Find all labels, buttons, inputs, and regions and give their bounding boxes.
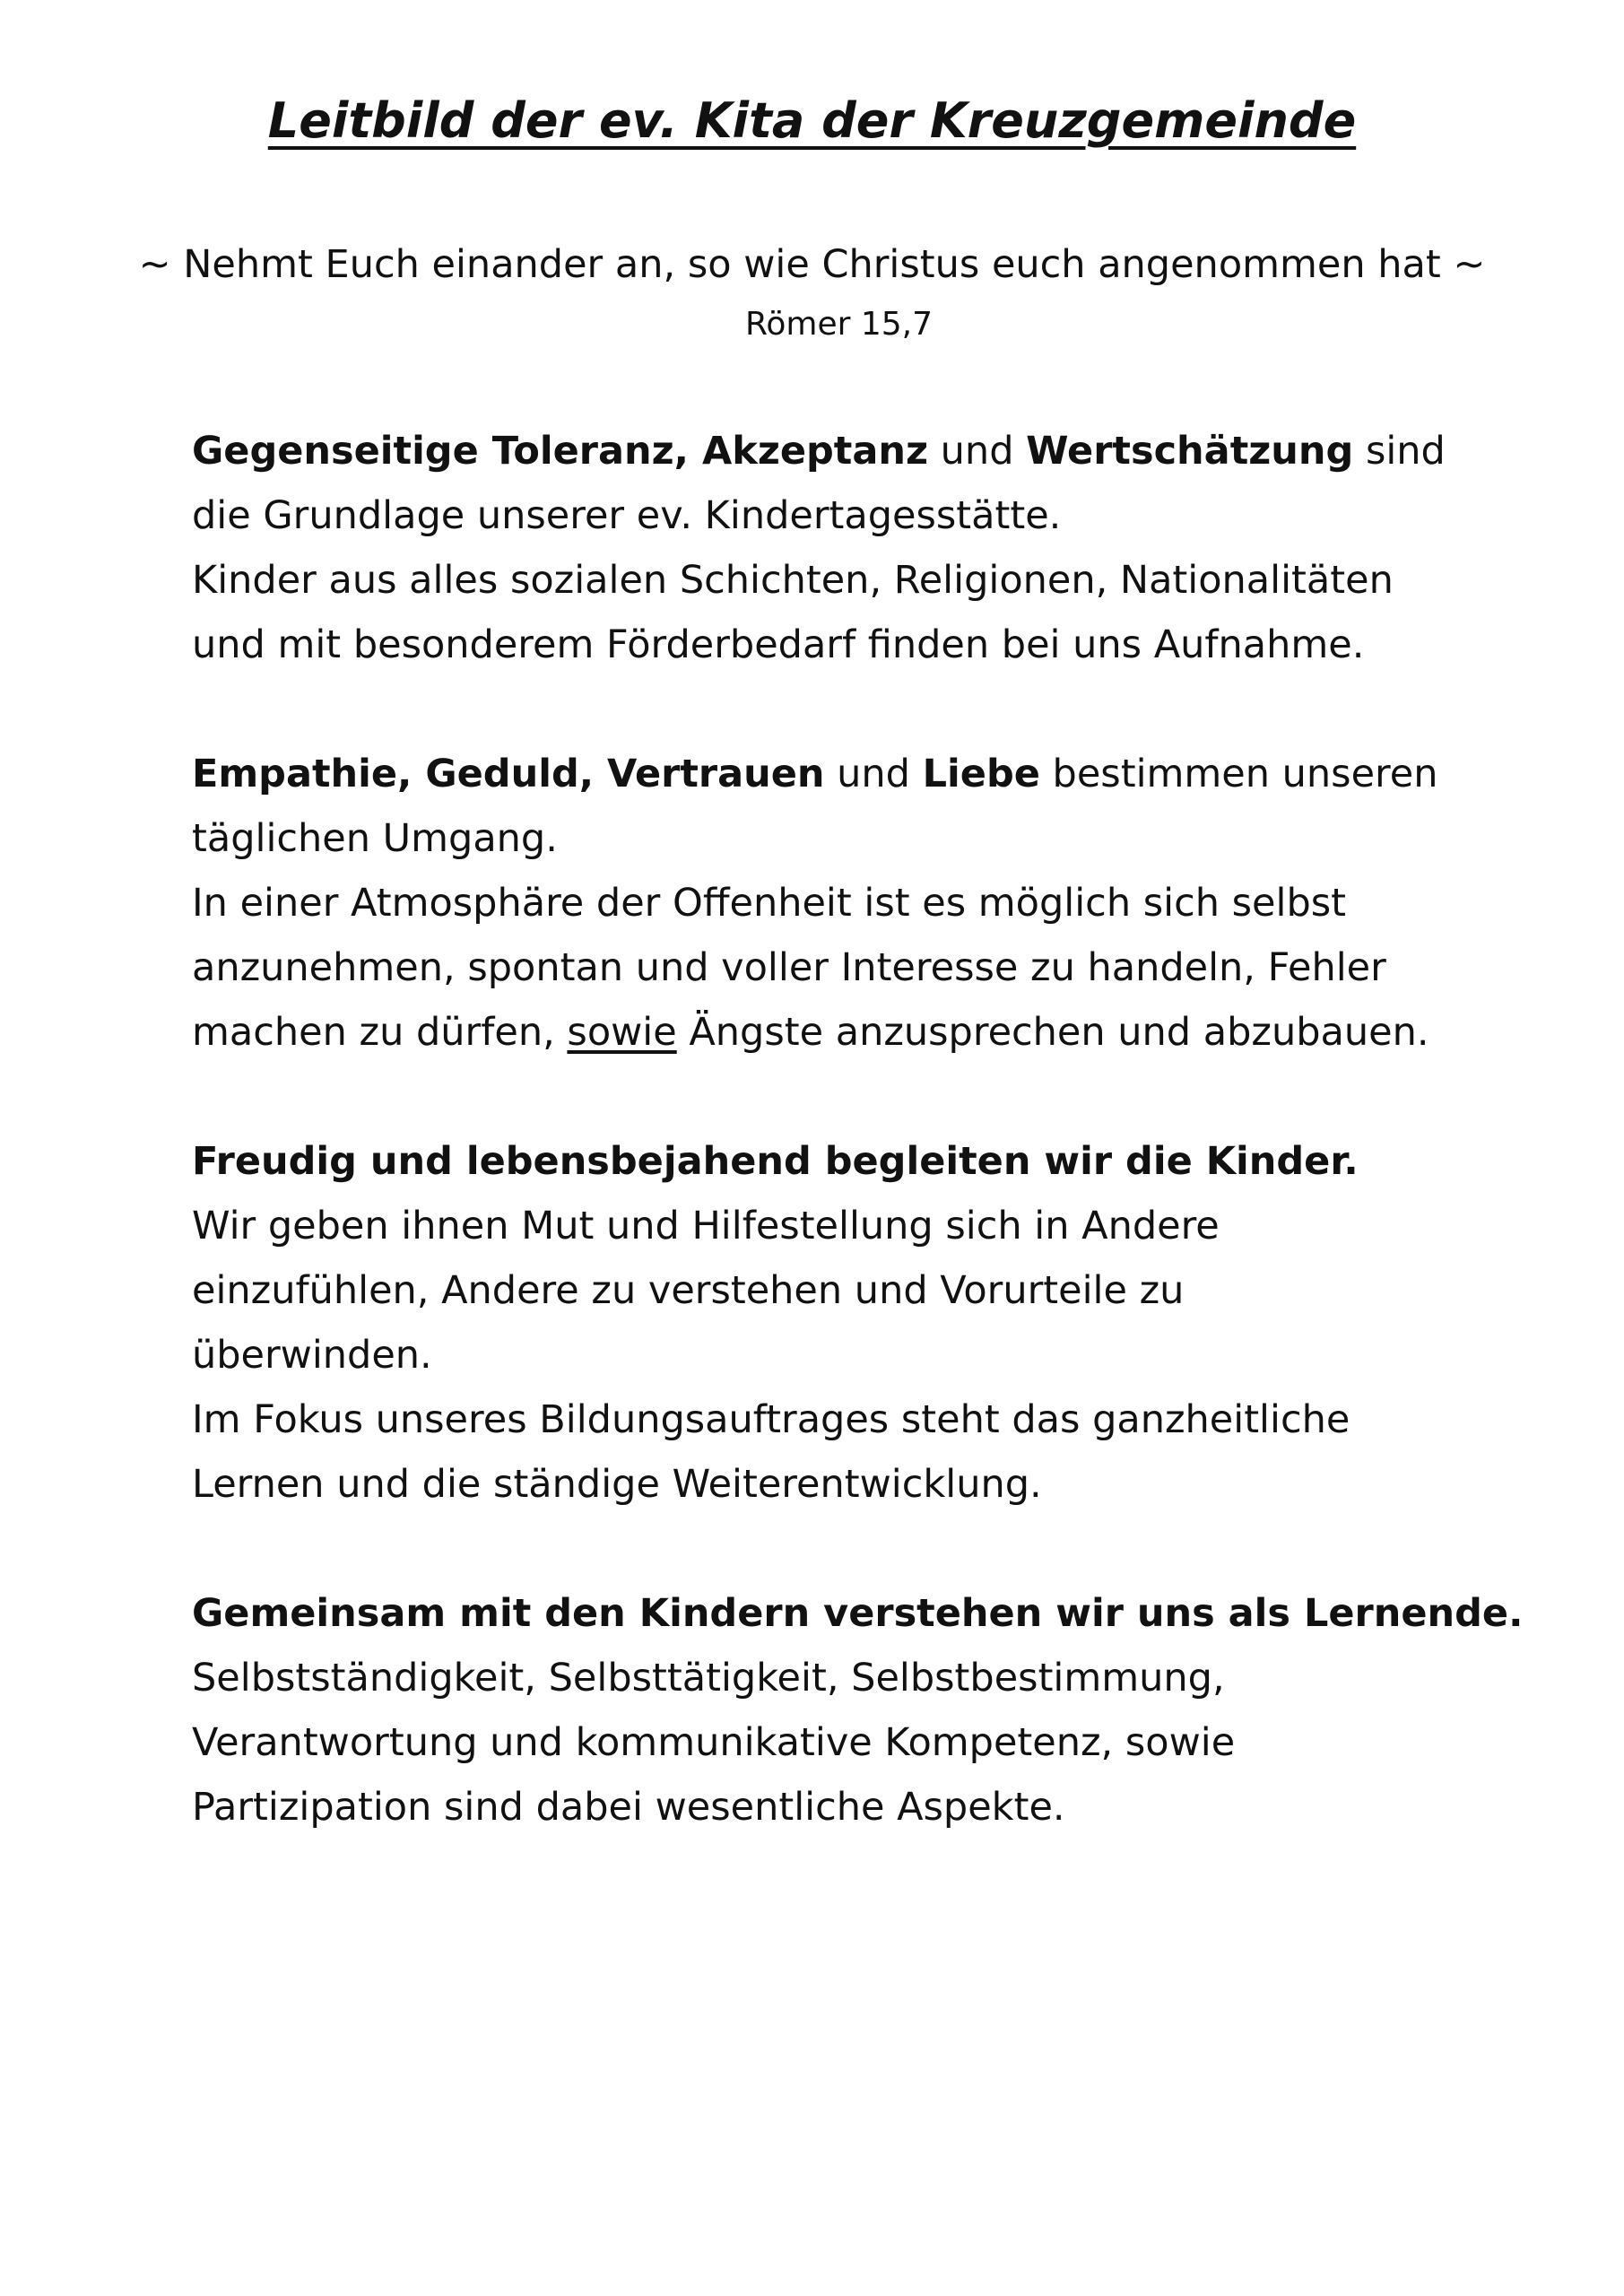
- bold-text: Gegenseitige Toleranz, Akzeptanz: [192, 429, 929, 474]
- text-line: einzufühlen, Andere zu verstehen und Vorurteile zu: [192, 1268, 1185, 1313]
- text-line: Im Fokus unseres Bildungsauftrages steht das ganzheitliche: [192, 1397, 1350, 1442]
- text-line: [192, 419, 1483, 483]
- paragraph-empathy: [192, 742, 1483, 1065]
- text-line: die Grundlage unserer ev. Kindertagesstätte.: [192, 493, 1062, 538]
- text-span: bestimmen unseren: [1039, 752, 1438, 796]
- text-line: [192, 742, 1483, 806]
- text-line: [192, 1000, 1483, 1065]
- text-line: täglichen Umgang.: [192, 816, 558, 861]
- bold-text: Empathie, Geduld, Vertrauen: [192, 752, 825, 796]
- text-line: Lernen und die ständige Weiterentwicklung.: [192, 1462, 1042, 1507]
- bold-text: Liebe: [922, 752, 1040, 796]
- text-line-bold: Gemeinsam mit den Kindern verstehen wir uns als Lernende.: [192, 1591, 1524, 1636]
- text-line: Verantwortung und kommunikative Kompetenz, sowie: [192, 1720, 1236, 1765]
- text-line-bold: Freudig und lebensbejahend begleiten wir die Kinder.: [192, 1139, 1359, 1184]
- text-line: anzunehmen, spontan und voller Interesse zu handeln, Fehler: [192, 945, 1386, 990]
- text-span: und: [928, 429, 1027, 474]
- text-line: überwinden.: [192, 1333, 432, 1378]
- text-line: und mit besonderem Förderbedarf finden bei uns Aufnahme.: [192, 622, 1365, 667]
- text-line: Partizipation sind dabei wesentliche Aspekte.: [192, 1785, 1065, 1830]
- paragraph-joyful: [192, 1129, 1483, 1517]
- text-line: Kinder aus alles sozialen Schichten, Religionen, Nationalitäten: [192, 558, 1394, 603]
- text-line: Wir geben ihnen Mut und Hilfestellung sich in Andere: [192, 1204, 1220, 1248]
- text-line: Selbstständigkeit, Selbsttätigkeit, Selbstbestimmung,: [192, 1656, 1225, 1700]
- text-line: In einer Atmosphäre der Offenheit ist es möglich sich selbst: [192, 881, 1347, 926]
- document-body: [192, 419, 1524, 1904]
- motto-quote: ~ Nehmt Euch einander an, so wie Christus euch angenommen hat ~: [138, 242, 1486, 287]
- paragraph-together: [192, 1581, 1524, 1839]
- underlined-text: sowie: [567, 1010, 677, 1055]
- text-span: und: [824, 752, 923, 796]
- text-span: Ängste anzusprechen und abzubauen.: [676, 1010, 1429, 1055]
- document-title: Leitbild der ev. Kita der Kreuzgemeinde: [267, 92, 1357, 149]
- paragraph-tolerance: [192, 419, 1483, 677]
- bible-reference: Römer 15,7: [744, 306, 934, 343]
- bold-text: Wertschätzung: [1026, 429, 1354, 474]
- text-span: machen zu dürfen,: [192, 1010, 568, 1055]
- text-span: sind: [1353, 429, 1446, 474]
